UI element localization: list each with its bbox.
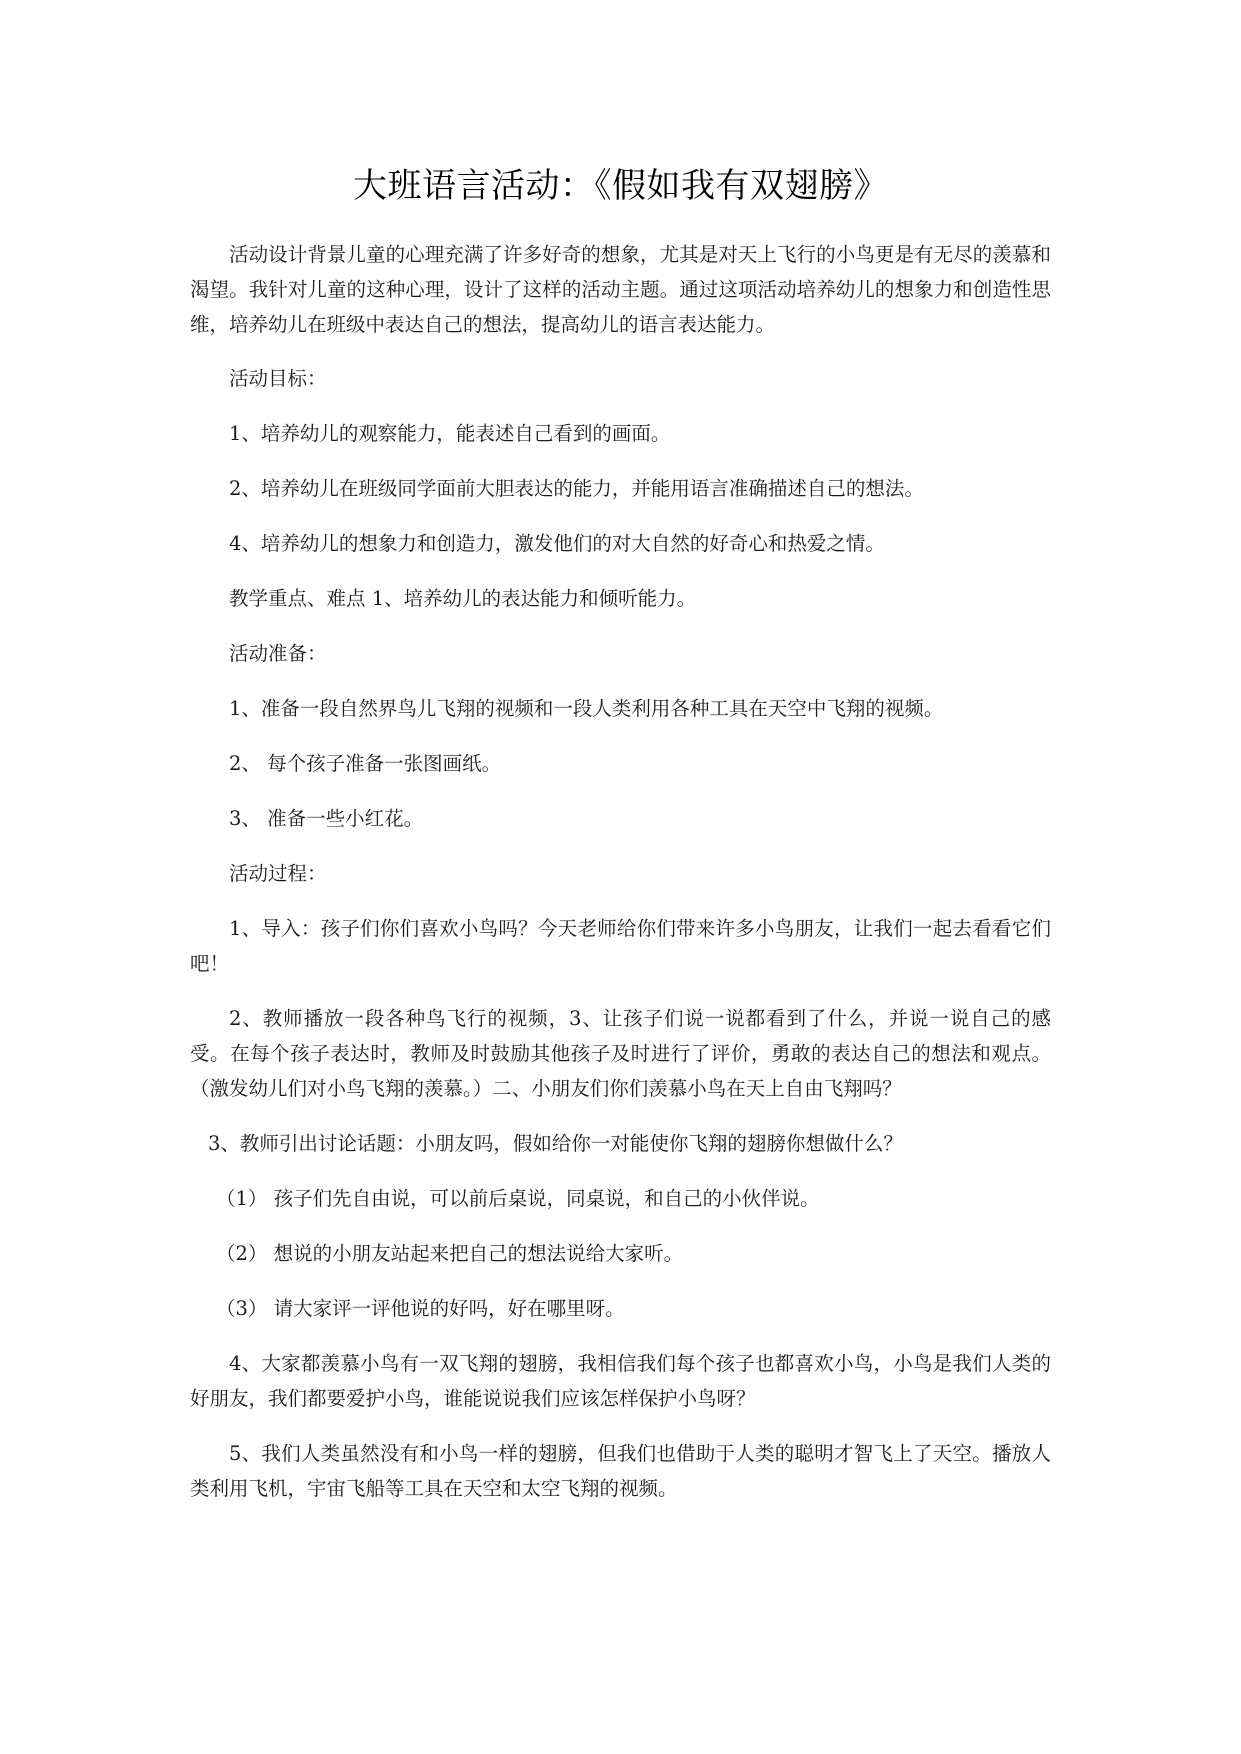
process-step-3: 3、教师引出讨论话题：小朋友吗，假如给你一对能使你飞翔的翅膀你想做什么？: [208, 1132, 903, 1155]
goal-item-1: 1、培养幼儿的观察能力，能表述自己看到的画面。: [229, 422, 671, 445]
heading-preparation: 活动准备：: [229, 642, 327, 665]
process-substep-2: （2） 想说的小朋友站起来把自己的想法说给大家听。: [216, 1242, 684, 1265]
process-substep-1: （1） 孩子们先自由说，可以前后桌说，同桌说，和自己的小伙伴说。: [216, 1187, 820, 1210]
paragraph-background: 活动设计背景儿童的心理充满了许多好奇的想象，尤其是对天上飞行的小鸟更是有无尽的羡慕和渴望。我针对儿童的这种心理，设计了这样的活动主题。通过这项活动培养幼儿的想象力和创造性思维，培养幼儿在班级中表达自己的想法，提高幼儿的语言表达能力。: [190, 243, 1051, 336]
heading-goals: 活动目标：: [229, 367, 327, 390]
process-step-2: 2、教师播放一段各种鸟飞行的视频，3、让孩子们说一说都看到了什么，并说一说自己的感受。在每个孩子表达时，教师及时鼓励其他孩子及时进行了评价，勇敢的表达自己的想法和观点。（激发幼儿们对小鸟飞翔的羡慕。）二、小朋友们你们羡慕小鸟在天上自由飞翔吗？: [190, 1007, 1051, 1100]
process-step-5: 5、我们人类虽然没有和小鸟一样的翅膀，但我们也借助于人类的聪明才智飞上了天空。播放人类利用飞机，宇宙飞船等工具在天空和太空飞翔的视频。: [190, 1442, 1051, 1500]
document-body: [190, 237, 1051, 1526]
heading-process: 活动过程：: [229, 862, 327, 885]
process-step-4: 4、大家都羡慕小鸟有一双飞翔的翅膀，我相信我们每个孩子也都喜欢小鸟，小鸟是我们人类的好朋友，我们都要爱护小鸟，谁能说说我们应该怎样保护小鸟呀？: [190, 1352, 1051, 1410]
preparation-item-3: 3、 准备一些小红花。: [229, 807, 424, 830]
preparation-item-2: 2、 每个孩子准备一张图画纸。: [229, 752, 502, 775]
process-substep-3: （3） 请大家评一评他说的好吗，好在哪里呀。: [216, 1297, 625, 1320]
goal-item-4: 4、培养幼儿的想象力和创造力，激发他们的对大自然的好奇心和热爱之情。: [229, 532, 885, 555]
preparation-item-1: 1、准备一段自然界鸟儿飞翔的视频和一段人类利用各种工具在天空中飞翔的视频。: [229, 697, 944, 720]
document-title: 大班语言活动：《假如我有双翅膀》: [353, 166, 888, 206]
process-step-1: 1、导入：孩子们你们喜欢小鸟吗？今天老师给你们带来许多小鸟朋友，让我们一起去看看它们吧！: [190, 917, 1051, 975]
paragraph-key-points: 教学重点、难点 1、培养幼儿的表达能力和倾听能力。: [229, 587, 697, 610]
goal-item-2: 2、培养幼儿在班级同学面前大胆表达的能力，并能用语言准确描述自己的想法。: [229, 477, 924, 500]
